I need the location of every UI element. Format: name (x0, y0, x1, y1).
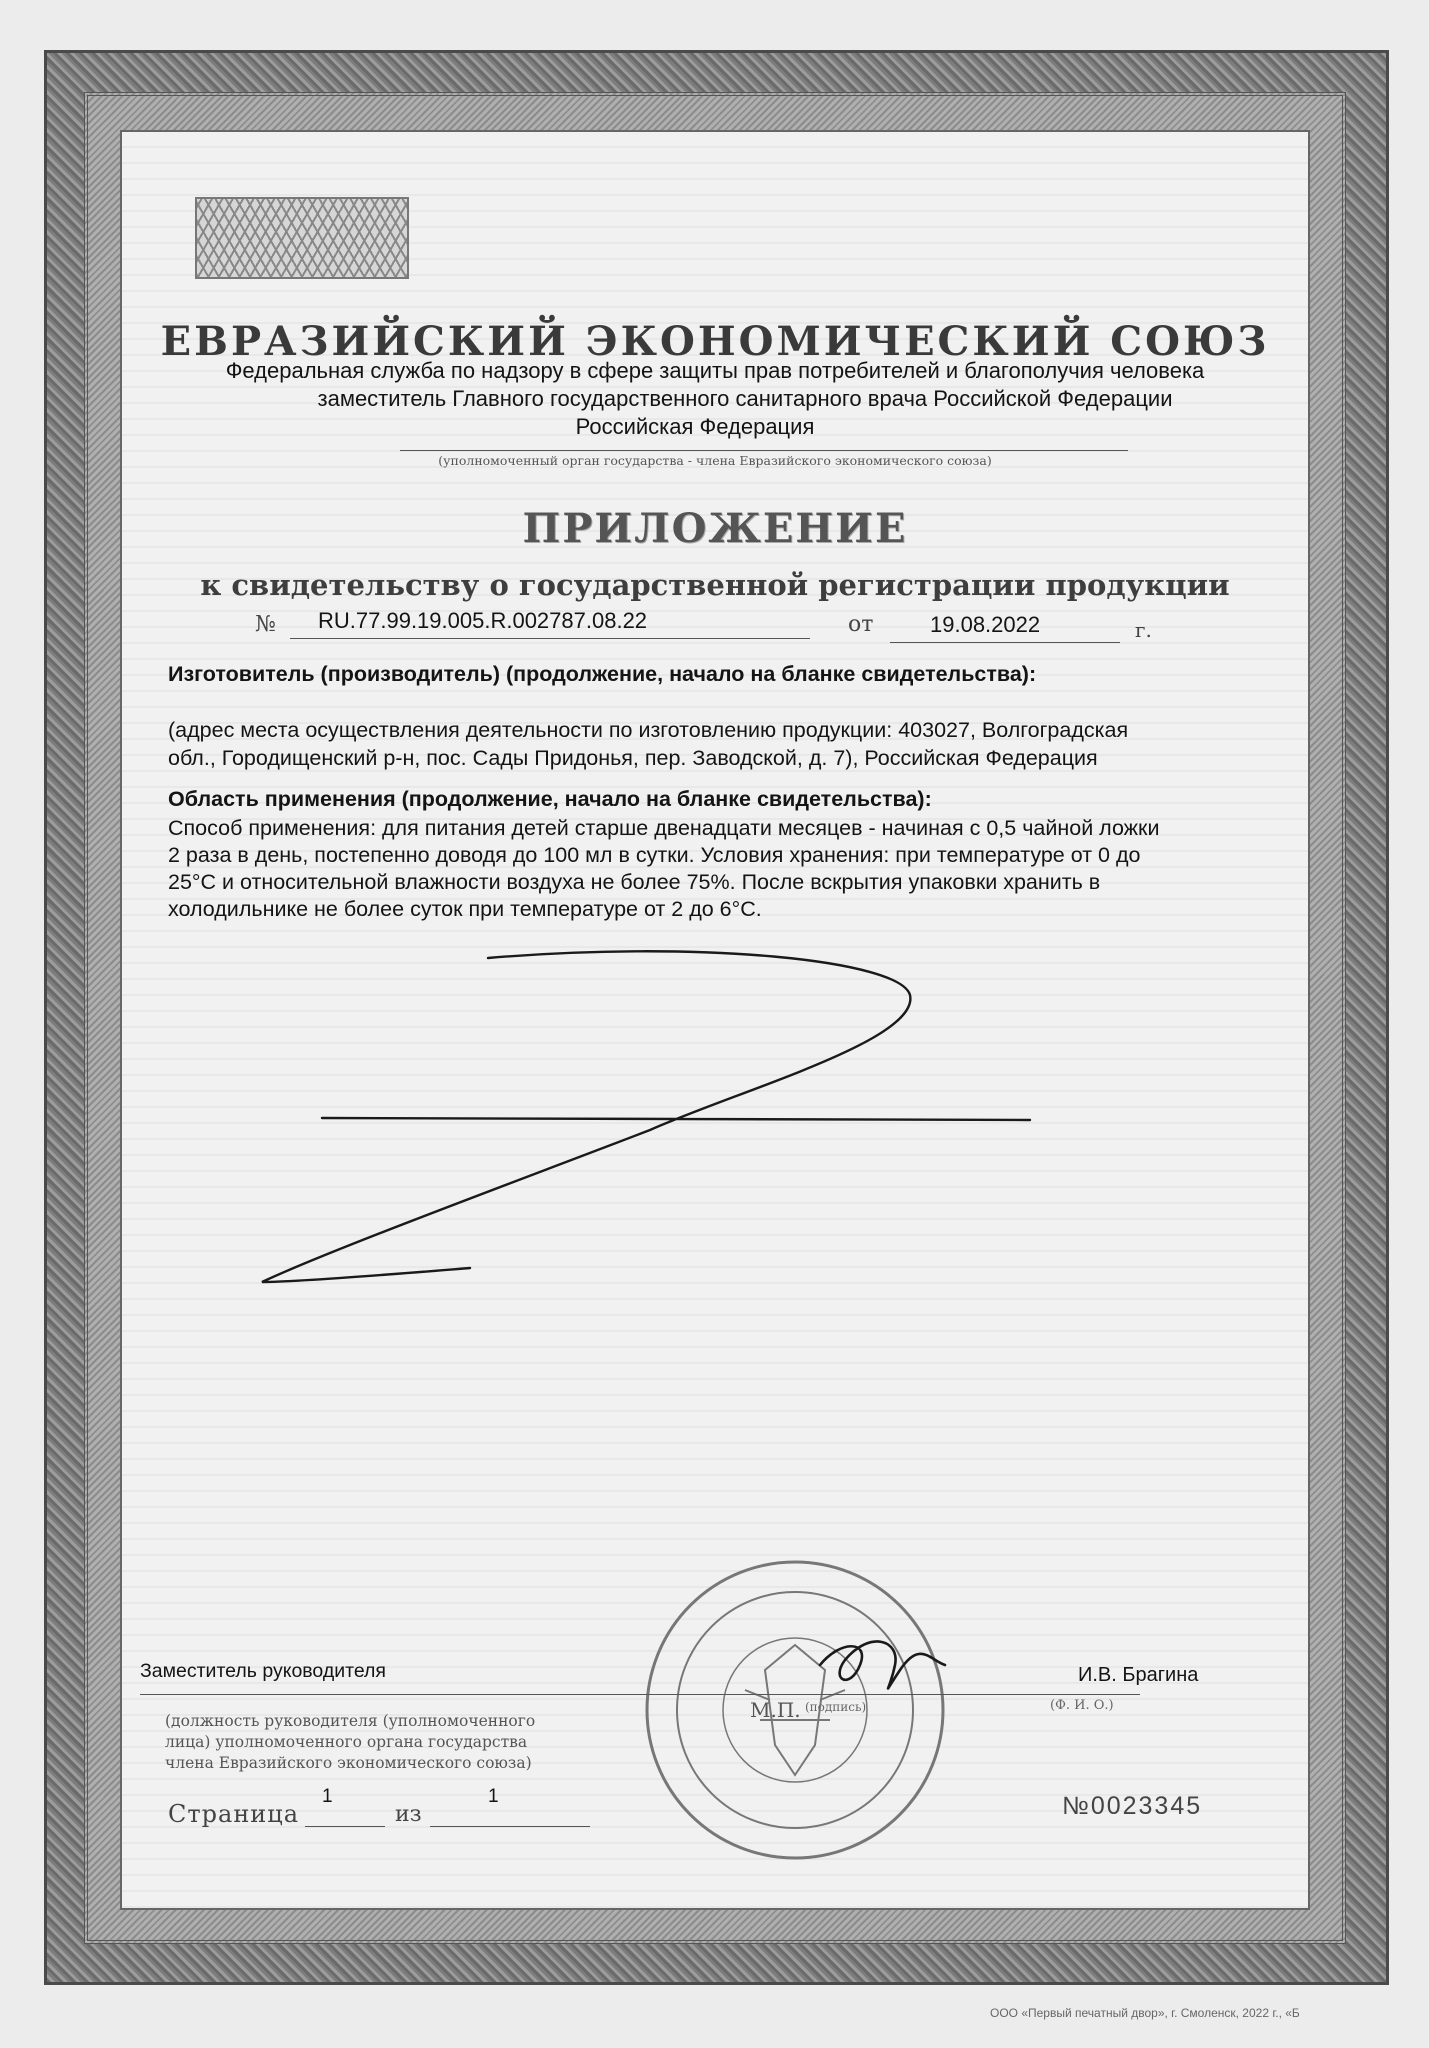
total-pages: 1 (488, 1786, 499, 1807)
of-label: из (395, 1802, 422, 1827)
appendix-title: ПРИЛОЖЕНИЕ (522, 505, 908, 552)
scope-heading: Область применения (продолжение, начало на бланке свидетельства): (168, 787, 932, 811)
to-certificate-subtitle: к свидетельству о государственной регистрации продукции (200, 568, 1230, 602)
signatory-name: И.В. Брагина (1078, 1664, 1199, 1686)
signature-label: (подпись) (805, 1700, 867, 1714)
manufacturer-line-2: обл., Городищенский р-н, пос. Сады Придонья, пер. Заводской, д. 7), Российская Федерация (168, 746, 1098, 770)
signature-line (140, 1694, 1140, 1695)
authority-line-3: Российская Федерация (575, 414, 815, 439)
fio-label: (Ф. И. О.) (1050, 1698, 1114, 1713)
authority-note: (уполномоченный орган государства - члена Евразийского экономического союза) (438, 453, 992, 468)
registration-date: 19.08.2022 (930, 612, 1041, 637)
year-suffix: г. (1135, 618, 1152, 642)
page-label: Страница (168, 1800, 300, 1828)
form-number: №0023345 (1062, 1792, 1203, 1820)
page-number: 1 (322, 1786, 333, 1807)
signatory-position: Заместитель руководителя (140, 1660, 386, 1682)
date-label: от (848, 612, 874, 637)
position-note-2: лица) уполномоченного органа государства (165, 1733, 528, 1751)
scope-line-2: 2 раза в день, постепенно доводя до 100 мл в сутки. Условия хранения: при температуре от 0 до (168, 843, 1141, 867)
manufacturer-line-1: (адрес места осуществления деятельности по изготовлению продукции: 403027, Волгоградская (168, 718, 1129, 742)
scope-line-3: 25°С и относительной влажности воздуха не более 75%. После вскрытия упаковки хранить в (168, 870, 1101, 894)
mp-label: М.П. (750, 1698, 801, 1722)
registration-number: RU.77.99.19.005.R.002787.08.22 (318, 608, 648, 633)
printer-note: ООО «Первый печатный двор», г. Смоленск, 2022 г., «Б (990, 2006, 1300, 2020)
position-note-1: (должность руководителя (уполномоченного (165, 1712, 536, 1730)
position-note-3: члена Евразийского экономического союза) (165, 1754, 532, 1772)
number-label: № (255, 612, 276, 637)
page-number-underline (305, 1826, 385, 1827)
union-title: ЕВРАЗИЙСКИЙ ЭКОНОМИЧЕСКИЙ СОЮЗ (160, 318, 1270, 365)
total-pages-underline (430, 1826, 590, 1827)
authority-line-1: Федеральная служба по надзору в сфере защиты прав потребителей и благополучия человека (225, 358, 1205, 383)
manufacturer-heading: Изготовитель (производитель) (продолжение, начало на бланке свидетельства): (168, 662, 1037, 686)
authority-line-2: заместитель Главного государственного санитарного врача Российской Федерации (317, 386, 1173, 411)
scope-line-1: Способ применения: для питания детей старше двенадцати месяцев - начиная с 0,5 чайной ложки (168, 816, 1160, 840)
scope-line-4: холодильнике не более суток при температуре от 2 до 6°С. (168, 897, 762, 921)
